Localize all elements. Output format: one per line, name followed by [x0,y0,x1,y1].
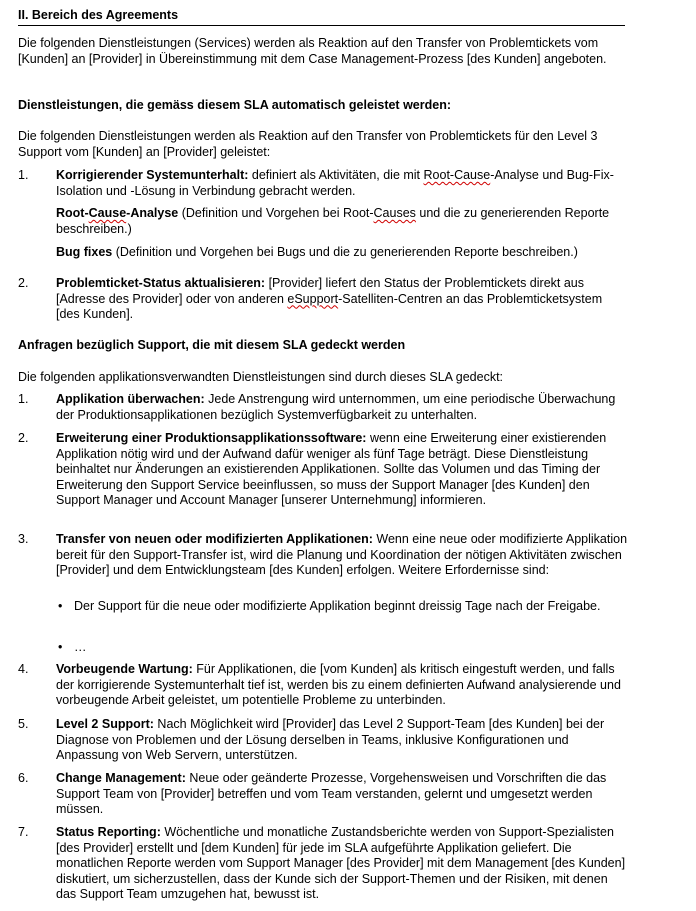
item-text: Jede Anstrengung wird unternommen, um eine periodische Überwachung der Produktionsapplikationen bezüglich Systemverfügbarkeit zu unterhalten. [56,392,616,422]
item-text: Für Applikationen, die [vom Kunden] als kritisch eingestuft werden, und falls der korrigierende Systemunterhalt tief ist, werden bis zu einem definierten Aufwand analysierende und vorbeugende Arbeit geleistet, um potentielle Probleme zu unterbinden. [56,662,621,707]
auto-item-2 [18,276,628,323]
support-item-1 [18,392,628,423]
section-heading: II. Bereich des Agreements [18,8,625,26]
item-text: Wenn eine neue oder modifizierte Applikation bereit für den Support-Transfer ist, wird die Planung und Koordination der nötigen Aktivitäten zwischen [Provider] und dem Entwicklungsteam [des Kunden] erfolgen. Weitere Erfordernisse sind: [56,532,628,577]
item-title: Transfer von neuen oder modifizierten Applikationen: [56,532,373,546]
bullet-item-1 [56,599,628,615]
item-text: Wöchentliche und monatliche Zustandsberichte werden von Support-Spezialisten [des Provider] erstellt und [dem Kunden] für jede im SLA aufgeführte Applikation geliefert. Die monatlichen Reporte werden vom Support Manager [des Provider] mit dem Management [des Kunden] diskutiert, um sicherzustellen, dass der Kunde sich der Support-Themen und der Risiken, mit denen das Support Team umzugehen hat, bewusst ist. [56,825,626,901]
support-item-7 [18,825,628,903]
auto-services-heading: Dienstleistungen, die gemäss diesem SLA automatisch geleistet werden: [18,98,451,112]
support-intro: Die folgenden applikationsverwandten Dienstleistungen sind durch dieses SLA gedeckt: [18,370,504,384]
rca-title: Root-Cause-Analyse [56,206,179,220]
item-number: 1. [18,168,29,182]
item-number: 5. [18,717,29,731]
auto-item-1 [18,168,628,199]
rca-text: (Definition und Vorgehen bei Root- [178,206,374,220]
item-title: Status Reporting: [56,825,161,839]
item-number: 2. [18,276,29,290]
item-number: 1. [18,392,29,406]
item-text: -Analyse und Bug-Fix-Isolation und -Lösung in Verbindung gebracht werden. [56,168,614,198]
item-number: 3. [18,532,29,546]
spelling-flag: Root-Cause [423,168,491,182]
item-title: Erweiterung einer Produktionsapplikationssoftware: [56,431,367,445]
item-number: 6. [18,771,29,785]
item-title: Level 2 Support: [56,717,154,731]
item-title: Applikation überwachen: [56,392,205,406]
item-number: 7. [18,825,29,839]
bullet-mark: • [58,640,63,654]
item-text: Nach Möglichkeit wird [Provider] das Level 2 Support-Team [des Kunden] bei der Diagnose von Problemen und der Lösung derselben in Teams, inklusive Konfigurationen und Anpassung von Web Servern, unterstützen. [56,717,605,762]
intro-paragraph: Die folgenden Dienstleistungen (Services) werden als Reaktion auf den Transfer von Problemtickets vom [Kunden] an [Provider] in Übereinstimmung mit dem Case Management-Prozess [des Kunden] angeboten. [18,36,607,66]
item-title: Korrigierender Systemunterhalt: [56,168,249,182]
bullet-text: Der Support für die neue oder modifizierte Applikation beginnt dreissig Tage nach der Freigabe. [74,599,601,613]
support-heading: Anfragen bezüglich Support, die mit diesem SLA gedeckt werden [18,338,406,352]
item-title: Vorbeugende Wartung: [56,662,193,676]
item-number: 4. [18,662,29,676]
bullet-item-2 [56,640,628,656]
item-text: wenn eine Erweiterung einer existierenden Applikation nötig wird und der Aufwand dafür weniger als fünf Tage beträgt. Diese Dienstleistung beinhaltet nur Änderungen an existierenden Applikationen. Sollte das Volumen und das Timing der Erweiterung den Support Service beeinflussen, so muss der Support Manager [des Kunden] den Support Manager und Account Manager [unserer Unternehmung] informieren. [56,431,607,507]
item-title: Change Management: [56,771,186,785]
item-number: 2. [18,431,29,445]
bugfix-title: Bug fixes [56,245,113,259]
support-item-6 [18,771,628,818]
bullet-mark: • [58,599,63,613]
root-cause-analysis-note [56,206,628,237]
item-text: -Satelliten-Centren an das Problemticketsystem [des Kunden]. [56,291,603,321]
support-item-3 [18,532,628,579]
spelling-flag: eSupport [287,291,339,306]
bugfix-text: (Definition und Vorgehen bei Bugs und die zu generierenden Reporte beschreiben.) [112,245,578,259]
support-item-5 [18,717,628,764]
bullet-text: … [74,640,87,654]
bug-fixes-note [56,245,628,261]
item-text: Neue oder geänderte Prozesse, Vorgehensweisen und Vorschriften die das Support Team von [Provider] betreffen und vom Team verstanden, gelernt und umgesetzt werden müssen. [56,771,607,816]
spelling-flag: Causes [373,206,416,220]
auto-services-intro: Die folgenden Dienstleistungen werden als Reaktion auf den Transfer von Problemtickets für den Level 3 Support vom [Kunden] an [Provider] geleistet: [18,129,598,159]
item-text: definiert als Aktivitäten, die mit [248,168,424,182]
rca-text: und die zu generierenden Reporte beschreiben.) [56,206,610,236]
support-item-4 [18,662,628,709]
item-text: [Provider] liefert den Status der Problemtickets direkt aus [Adresse des Provider] oder von anderen [56,276,584,306]
item-title: Problemticket-Status aktualisieren: [56,276,266,290]
support-item-2 [18,431,628,509]
